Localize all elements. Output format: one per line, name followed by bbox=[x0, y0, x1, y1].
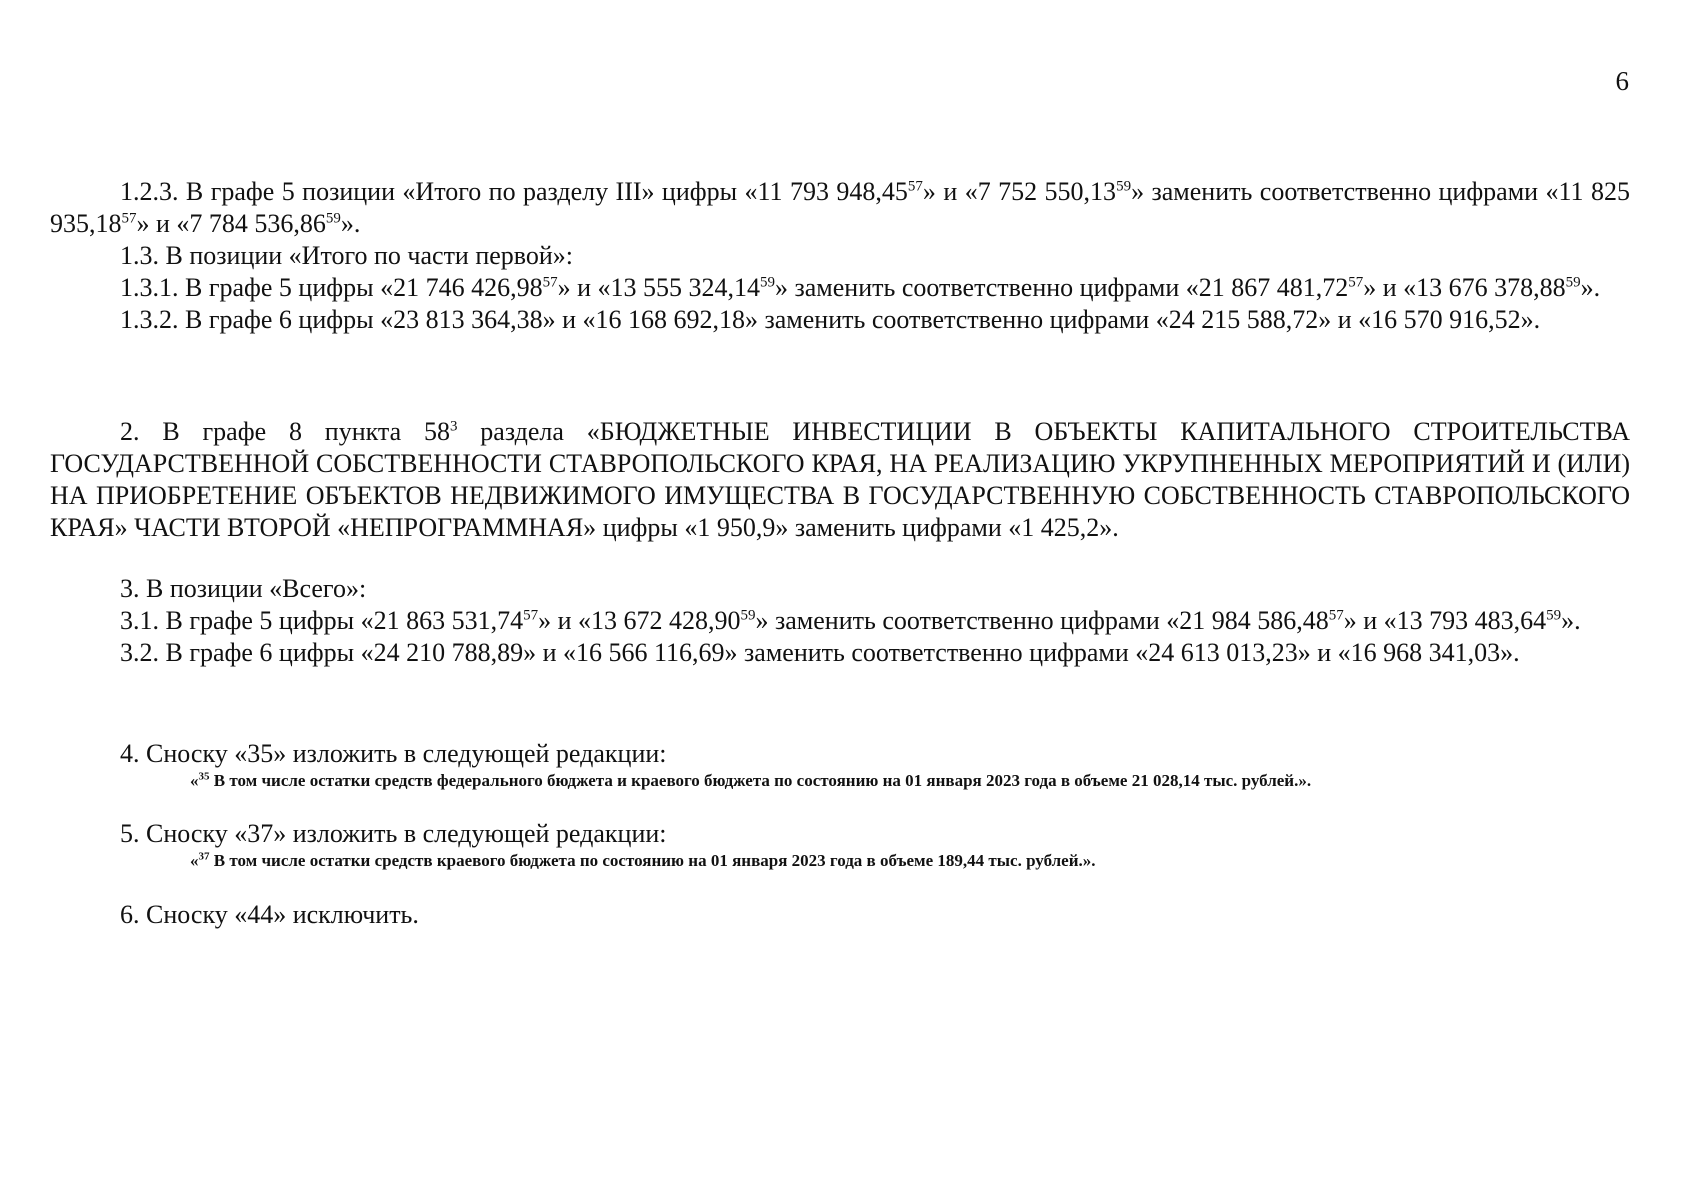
paragraph-1-2-3: 1.2.3. В графе 5 позиции «Итого по разделу III» цифры «11 793 948,45$^{57}$» и «7 752 550,13$^{59}$» заменить соответственно цифрами «11 825 935,18$^{57}$» и «7 784 536,86$^{59}$». bbox=[50, 177, 1630, 238]
section-3 bbox=[50, 573, 1630, 669]
paragraph-4: 4. Сноску «35» изложить в следующей редакции: bbox=[120, 739, 667, 768]
section-2 bbox=[50, 416, 1630, 544]
section-4 bbox=[50, 738, 1630, 792]
paragraph-2: 2. В графе 8 пункта $58^3$ раздела «БЮДЖЕТНЫЕ ИНВЕСТИЦИИ В ОБЪЕКТЫ КАПИТАЛЬНОГО СТРОИТЕЛЬСТВА ГОСУДАРСТВЕННОЙ СОБСТВЕННОСТИ СТАВРОПОЛЬСКОГО КРАЯ, НА РЕАЛИЗАЦИЮ УКРУПНЕННЫХ МЕРОПРИЯТИЙ И (ИЛИ) НА ПРИОБРЕТЕНИЕ ОБЪЕКТОВ НЕДВИЖИМОГО ИМУЩЕСТВА В ГОСУДАРСТВЕННУЮ СОБСТВЕННОСТЬ СТАВРОПОЛЬСКОГО КРАЯ» ЧАСТИ ВТОРОЙ «НЕПРОГРАММНАЯ» цифры «1 950,9» заменить цифрами «1 425,2». bbox=[50, 417, 1630, 542]
paragraph-3-2: 3.2. В графе 6 цифры «24 210 788,89» и «16 566 116,69» заменить соответственно цифрами «24 613 013,23» и «16 968 341,03». bbox=[120, 638, 1520, 667]
section-6 bbox=[50, 899, 1630, 931]
page-number: 6 bbox=[1615, 66, 1629, 96]
footnote-37-text: «$^{37}$ В том числе остатки средств краевого бюджета по состоянию на 01 января 2023 года в объеме 189,44 тыс. рублей.». bbox=[190, 850, 1096, 870]
paragraph-1-3: 1.3. В позиции «Итого по части первой»: bbox=[120, 241, 574, 270]
footnote-35-text: «$^{35}$ В том числе остатки средств федерального бюджета и краевого бюджета по состоянию на 01 января 2023 года в объеме 21 028,14 тыс. рублей.». bbox=[190, 770, 1312, 790]
section-5 bbox=[50, 818, 1630, 872]
section-1-totals bbox=[50, 176, 1630, 336]
paragraph-3-1: 3.1. В графе 5 цифры «21 863 531,74$^{57}$» и «13 672 428,90$^{59}$» заменить соответственно цифрами «21 984 586,48$^{57}$» и «13 793 483,64$^{59}$». bbox=[120, 606, 1581, 635]
paragraph-1-3-1: 1.3.1. В графе 5 цифры «21 746 426,98$^{57}$» и «13 555 324,14$^{59}$» заменить соответственно цифрами «21 867 481,72$^{57}$» и «13 676 378,88$^{59}$». bbox=[120, 273, 1601, 302]
paragraph-6: 6. Сноску «44» исключить. bbox=[120, 900, 419, 929]
paragraph-3: 3. В позиции «Всего»: bbox=[120, 574, 367, 603]
paragraph-5: 5. Сноску «37» изложить в следующей редакции: bbox=[120, 819, 667, 848]
paragraph-1-3-2: 1.3.2. В графе 6 цифры «23 813 364,38» и «16 168 692,18» заменить соответственно цифрами «24 215 588,72» и «16 570 916,52». bbox=[120, 305, 1541, 334]
